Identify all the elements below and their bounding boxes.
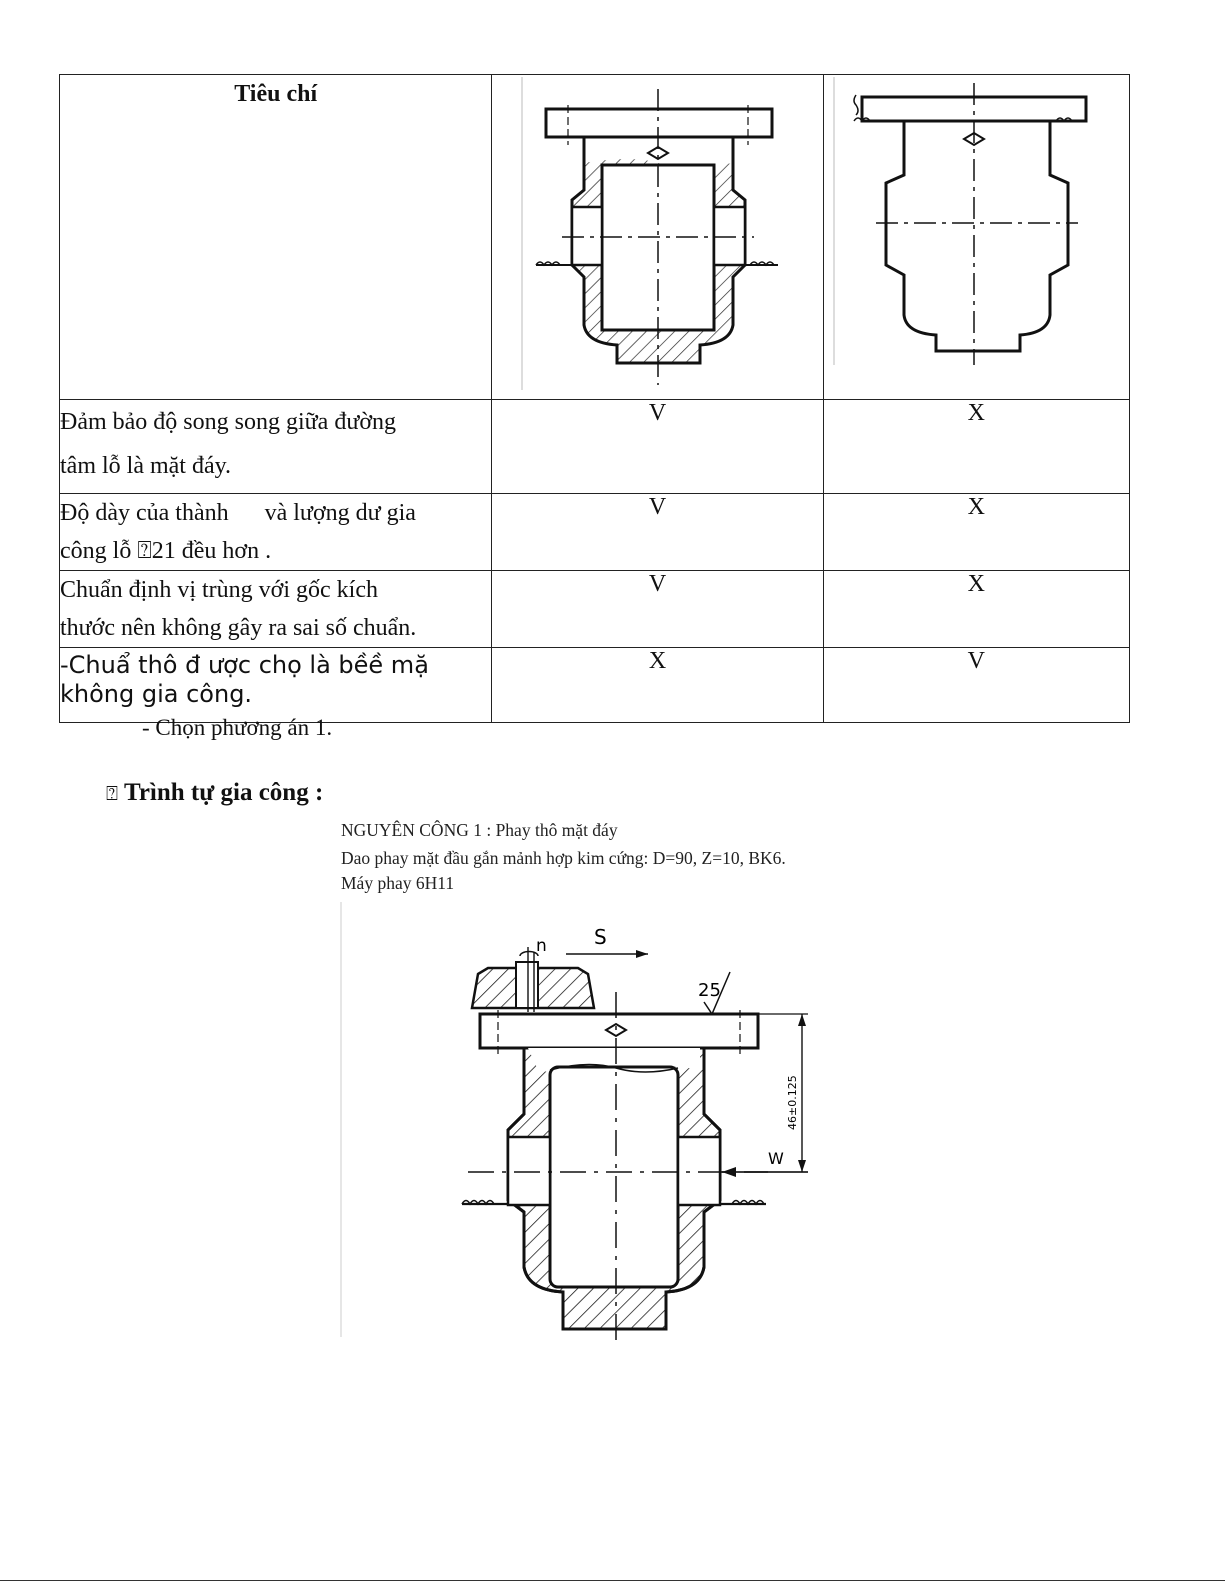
table-row xyxy=(60,571,1130,648)
criterion-line: không gia công. xyxy=(60,680,253,708)
criterion-cell xyxy=(60,571,492,648)
option1-mark: V xyxy=(492,400,823,494)
table-row xyxy=(60,400,1130,494)
criterion-line: thước nên không gây ra sai số chuẩn. xyxy=(60,615,417,641)
sequence-heading xyxy=(106,779,323,807)
criterion-cell xyxy=(60,400,492,494)
criteria-header-label: Tiêu chí xyxy=(234,81,318,107)
operation-machine: Máy phay 6H11 xyxy=(341,873,455,893)
criteria-comparison-table xyxy=(59,74,1130,723)
option1-mark: V xyxy=(492,571,823,648)
criterion-line: Đảm bảo độ song song giữa đường xyxy=(60,409,397,435)
bullet-icon: ⍰ xyxy=(106,781,118,805)
criterion-line: Chuẩn định vị trùng với gốc kích xyxy=(60,577,378,603)
option2-part-drawing xyxy=(824,75,1130,392)
option1-mark: X xyxy=(492,648,823,723)
option1-part-drawing xyxy=(492,75,823,392)
conclusion-text: - Chọn phương án 1. xyxy=(142,715,333,740)
operation-title: NGUYÊN CÔNG 1 : Phay thô mặt đáy xyxy=(341,820,618,840)
option2-mark: V xyxy=(823,648,1129,723)
criterion-cell xyxy=(60,648,492,723)
table-row xyxy=(60,494,1130,571)
criterion-cell xyxy=(60,494,492,571)
option1-drawing-cell xyxy=(492,75,823,400)
table-row xyxy=(60,648,1130,723)
option2-drawing-cell xyxy=(823,75,1129,400)
criterion-line: tâm lỗ là mặt đáy. xyxy=(60,453,232,479)
operation-figure xyxy=(338,812,870,1340)
option2-mark: X xyxy=(823,400,1129,494)
criterion-line: -Chuẩ thô đ ược chọ là bềề mặ xyxy=(60,651,429,679)
operation-tool: Dao phay mặt đầu gắn mảnh hợp kim cứng: D=90, Z=10, BK6. xyxy=(341,848,786,868)
option2-mark: X xyxy=(823,494,1129,571)
dimension-label: 46±0.125 xyxy=(786,1075,799,1130)
sequence-heading-label: Trình tự gia công : xyxy=(124,779,324,806)
feed-label: S xyxy=(594,925,607,949)
criteria-header-cell xyxy=(60,75,492,400)
page-bottom-rule xyxy=(0,1580,1225,1581)
table-header-row xyxy=(60,75,1130,400)
criterion-line: Độ dày của thành và lượng dư gia xyxy=(60,500,416,526)
force-label: W xyxy=(768,1149,784,1168)
roughness-label: 25 xyxy=(698,980,721,1001)
criterion-line: công lỗ ⍰21 đều hơn . xyxy=(60,538,272,564)
option2-mark: X xyxy=(823,571,1129,648)
option1-mark: V xyxy=(492,494,823,571)
speed-label: n xyxy=(536,936,547,956)
